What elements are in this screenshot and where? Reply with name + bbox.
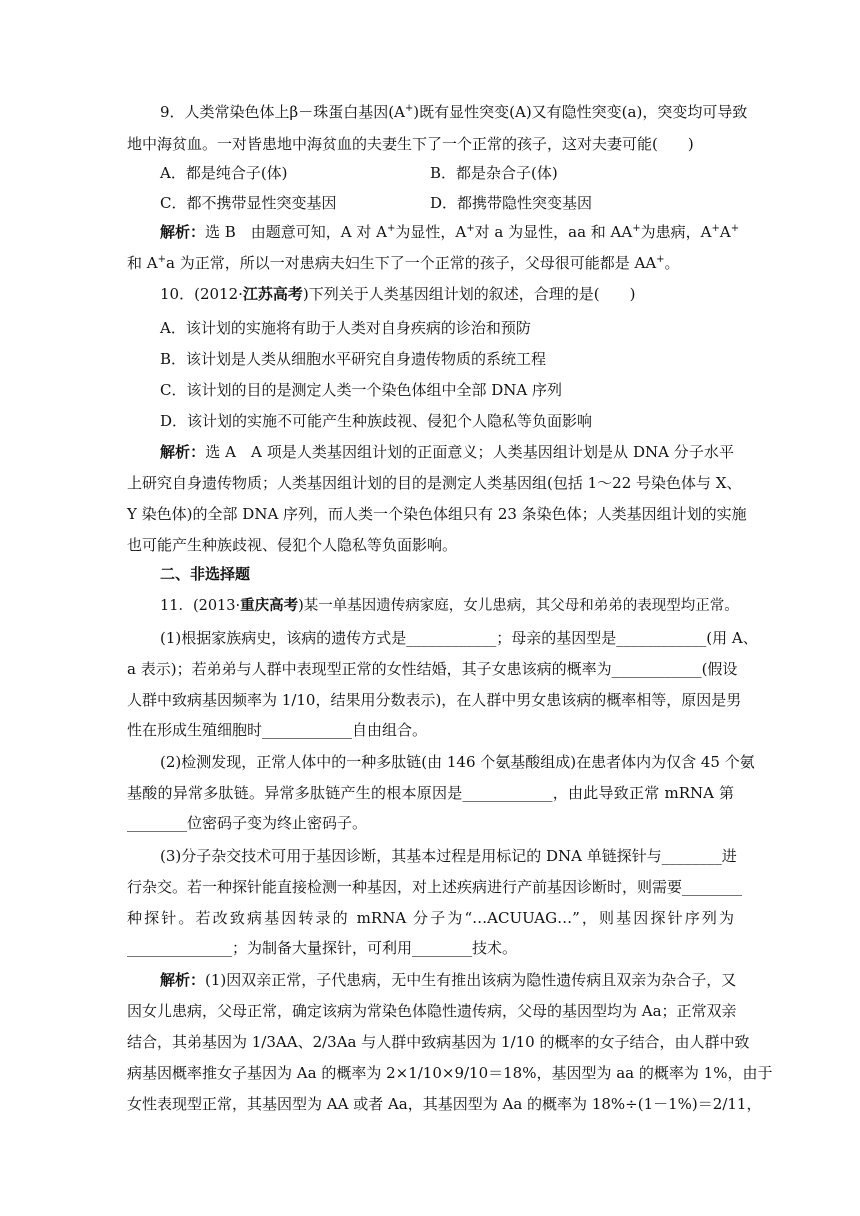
q11-part2-line-1: (2)检测发现，正常人体中的一种多肽链(由 146 个氨基酸组成)在患者体内为仅含 45 个氨 — [160, 753, 755, 771]
analysis-text: a 为正常，所以一对患病夫妇生下了一个正常的孩子，父母很可能都是 AA — [166, 254, 657, 272]
superscript: + — [387, 223, 396, 234]
q11-stem-text: 11．(2013· — [160, 598, 241, 614]
q10-stem-text: )下列关于人类基因组计划的叙述，合理的是( ) — [302, 285, 636, 303]
superscript: + — [656, 254, 665, 265]
analysis-text: (1)因双亲正常，子代患病，无中生有推出该病为隐性遗传病且双亲为杂合子，又 — [205, 971, 737, 989]
q11-part3-line-1: (3)分子杂交技术可用于基因诊断，其基本过程是用标记的 DNA 单链探针与________进 — [160, 847, 737, 865]
q9-analysis-line-2 — [127, 253, 680, 273]
q11-stem-text: )某一单基因遗传病家庭，女儿患病，其父母和弟弟的表现型均正常。 — [298, 598, 739, 614]
q10-option-b: B．该计划是人类从细胞水平研究自身遗传物质的系统工程 — [160, 350, 547, 368]
q11-part2-line-2: 基酸的异常多肽链。异常多肽链产生的根本原因是____________，由此导致正常 mRNA 第 — [127, 784, 734, 802]
analysis-text: 选 B 由题意可知，A 对 A — [205, 223, 388, 241]
analysis-label: 解析： — [160, 223, 206, 241]
q10-stem-text: 10．(2012· — [160, 285, 243, 303]
q11-part1-line-3: 人群中致病基因频率为 1/10，结果用分数表示)，在人群中男女患该病的概率相等，原因是男 — [127, 691, 742, 709]
q11-part1-line-4: 性在形成生殖细胞时____________自由组合。 — [127, 721, 428, 739]
q10-analysis-line-4: 也可能产生种族歧视、侵犯个人隐私等负面影响。 — [127, 536, 458, 554]
q9-option-d: D．都携带隐性突变基因 — [430, 194, 593, 212]
analysis-label: 解析： — [160, 971, 206, 989]
q10-option-a: A．该计划的实施将有助于人类对自身疾病的诊治和预防 — [160, 319, 531, 337]
analysis-text: 。 — [664, 254, 680, 272]
q11-analysis-line-5: 女性表现型正常，其基因型为 AA 或者 Aa，其基因型为 Aa 的概率为 18%÷(1－1%)＝2/11， — [127, 1095, 762, 1113]
superscript: + — [466, 223, 475, 234]
q11-part3-line-2: 行杂交。若一种探针能直接检测一种基因，对上述疾病进行产前基因诊断时，则需要________ — [127, 878, 743, 896]
q9-option-b: B．都是杂合子(体) — [430, 164, 558, 182]
superscript: + — [157, 254, 166, 265]
q11-analysis-line-1 — [160, 970, 737, 990]
section-heading: 二、非选择题 — [160, 565, 251, 583]
q10-source: 江苏高考 — [242, 285, 303, 303]
analysis-text: 为显性，A — [395, 223, 467, 241]
superscript: + — [730, 223, 740, 234]
analysis-label: 解析： — [160, 443, 206, 461]
superscript: + — [404, 103, 414, 114]
q11-analysis-line-3: 结合，其弟基因为 1/3AA、2/3Aa 与人群中致病基因为 1/10 的概率的女子结合，由人群中致 — [127, 1033, 750, 1051]
q9-stem-line-2: 地中海贫血。一对皆患地中海贫血的夫妻生下了一个正常的孩子，这对夫妻可能( ) — [127, 135, 694, 153]
q11-part1-line-2: a 表示)；若弟弟与人群中表现型正常的女性结婚，其子女患该病的概率为____________(假设 — [127, 660, 738, 678]
superscript: + — [711, 223, 720, 234]
analysis-text: 为患病，A — [640, 223, 712, 241]
q10-option-c: C．该计划的目的是测定人类一个染色体组中全部 DNA 序列 — [160, 381, 562, 399]
q10-analysis-line-2: 上研究自身遗传物质；人类基因组计划的目的是测定人类基因组(包括 1～22 号染色体与 X、 — [127, 474, 742, 492]
q9-stem-text: 9．人类常染色体上β－珠蛋白基因(A — [160, 103, 405, 121]
q9-option-a: A．都是纯合子(体) — [160, 164, 288, 182]
q11-part3-line-4: ______________；为制备大量探针，可利用________技术。 — [127, 939, 518, 957]
q11-analysis-line-4: 病基因概率推女子基因为 Aa 的概率为 2×1/10×9/10＝18%，基因型为 aa 的概率为 1%，由于 — [127, 1064, 773, 1082]
superscript: + — [632, 223, 641, 234]
q11-part2-line-3: ________位密码子变为终止密码子。 — [127, 814, 368, 832]
q10-option-d: D．该计划的实施不可能产生种族歧视、侵犯个人隐私等负面影响 — [160, 412, 593, 430]
q9-analysis-line-1 — [160, 222, 740, 242]
q9-stem-line-1 — [160, 102, 748, 122]
analysis-text: 和 A — [127, 254, 158, 272]
q11-part3-line-3: 种探针。若改致病基因转录的 mRNA 分子为“…ACUUAG…”，则基因探针序列为 — [127, 909, 734, 927]
q11-analysis-line-2: 因女儿患病，父母正常，确定该病为常染色体隐性遗传病，父母的基因型均为 Aa；正常双亲 — [127, 1002, 737, 1020]
q10-stem — [160, 284, 635, 304]
analysis-text: 选 A A 项是人类基因组计划的正面意义；人类基因组计划是从 DNA 分子水平 — [205, 443, 734, 461]
q9-stem-text: )既有显性突变(A)又有隐性突变(a)，突变均可导致 — [413, 103, 748, 121]
analysis-text: A — [719, 223, 731, 241]
q11-stem — [160, 596, 739, 616]
q11-source: 重庆高考 — [240, 597, 299, 614]
q11-part1-line-1: (1)根据家族病史，该病的遗传方式是____________；母亲的基因型是____________(用 A、 — [160, 629, 758, 647]
analysis-text: 对 a 为显性，aa 和 AA — [474, 223, 633, 241]
q10-analysis-line-3: Y 染色体)的全部 DNA 序列，而人类一个染色体组只有 23 条染色体；人类基因组计划的实施 — [127, 505, 747, 523]
q10-analysis-line-1 — [160, 442, 734, 462]
q9-option-c: C．都不携带显性突变基因 — [160, 194, 337, 212]
